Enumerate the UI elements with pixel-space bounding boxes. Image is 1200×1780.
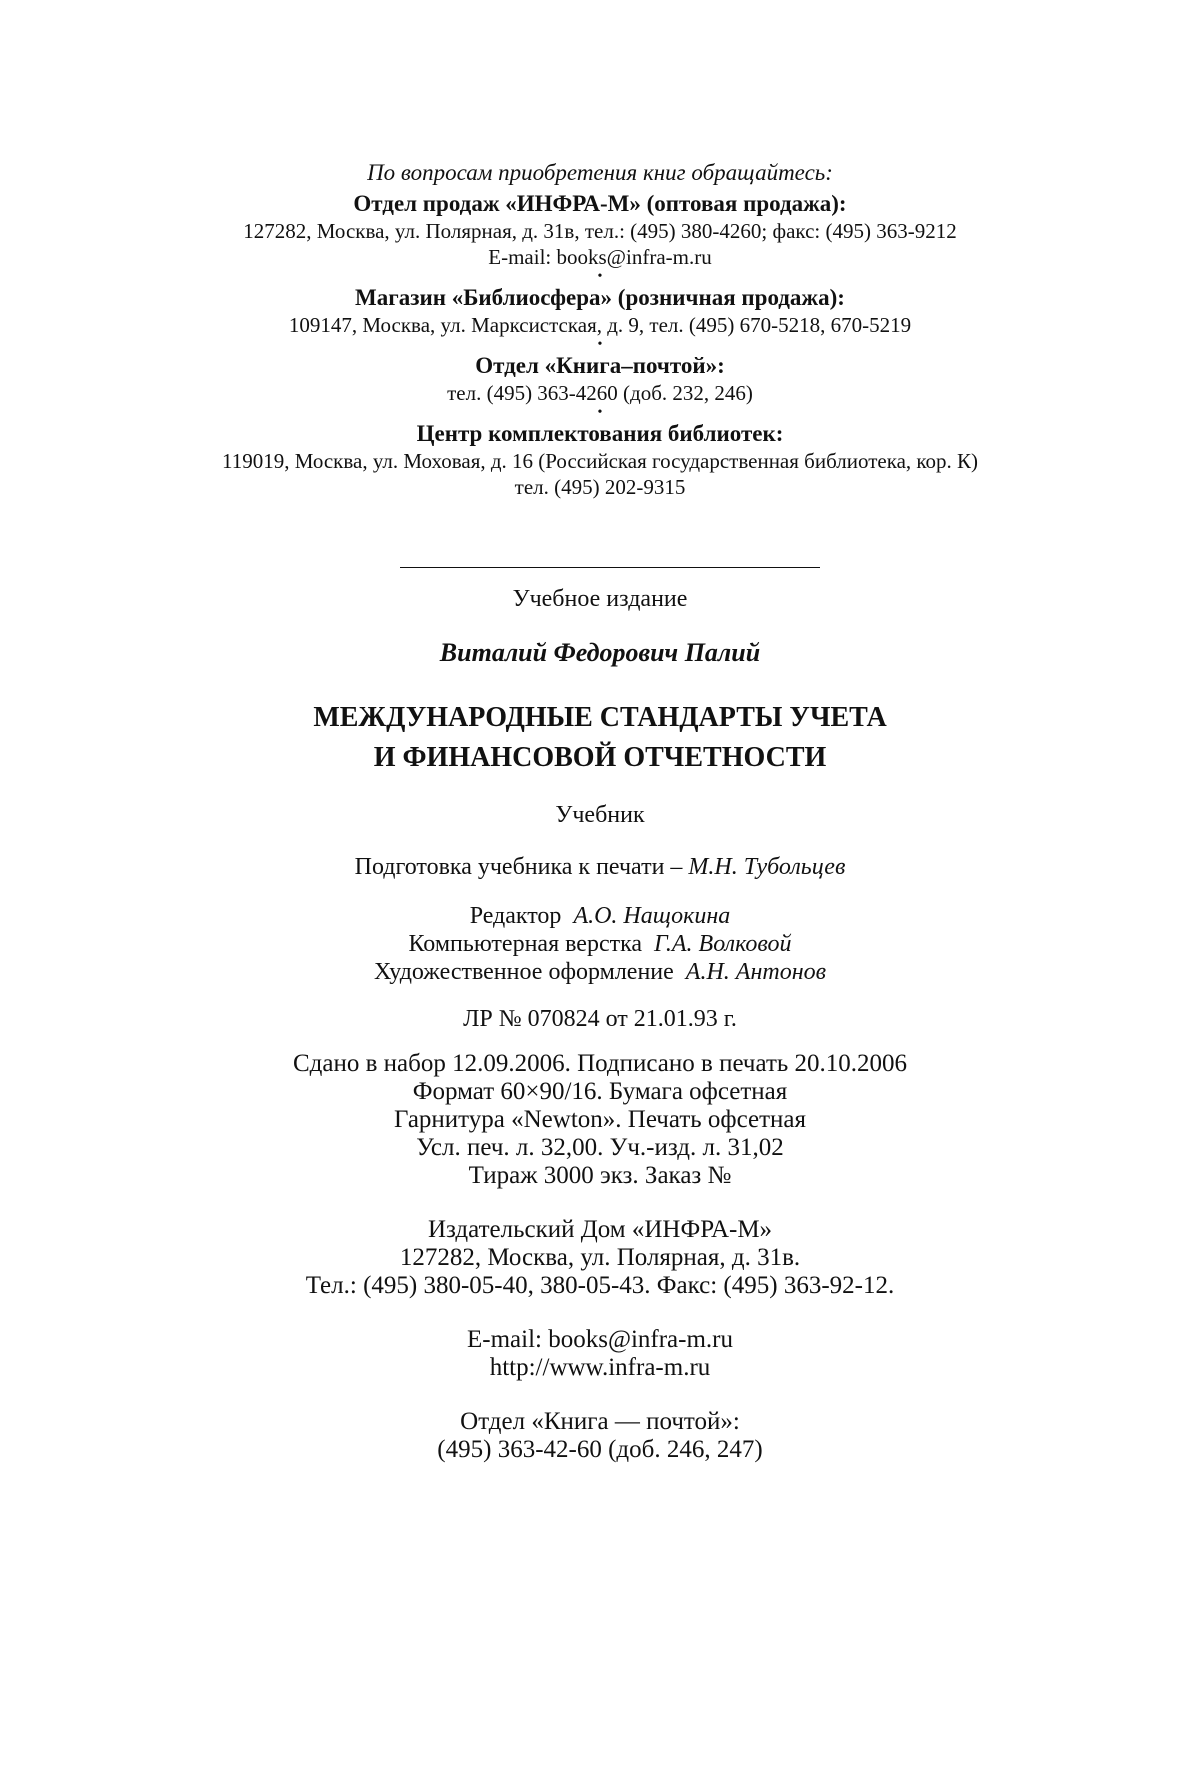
wholesale-address: 127282, Москва, ул. Полярная, д. 31в, тел.: (495) 380-4260; факс: (495) 363-9212 xyxy=(243,219,957,243)
retail-address: 109147, Москва, ул. Марксистская, д. 9, тел. (495) 670-5218, 670-5219 xyxy=(288,313,912,337)
staff-role: Редактор xyxy=(469,903,562,929)
mail-dept-heading: Отдел «Книга–почтой»: xyxy=(475,353,725,378)
print-detail-line: Сдано в набор 12.09.2006. Подписано в печать 20.10.2006 xyxy=(292,1050,908,1077)
print-details xyxy=(0,1050,1200,1190)
book-title xyxy=(0,698,1200,778)
license-number: ЛР № 070824 от 21.01.93 г. xyxy=(463,1006,737,1032)
web-contacts xyxy=(0,1326,1200,1382)
mail-order-phone: (495) 363-42-60 (доб. 246, 247) xyxy=(437,1436,763,1463)
staff-credit-editor xyxy=(0,902,1200,930)
publisher-info xyxy=(0,1216,1200,1300)
retail-heading: Магазин «Библиосфера» (розничная продажа): xyxy=(355,285,845,310)
book-type: Учебник xyxy=(555,802,645,828)
preparation-name: М.Н. Тубольцев xyxy=(688,854,846,880)
staff-credits xyxy=(0,902,1200,986)
book-title-line-1: МЕЖДУНАРОДНЫЕ СТАНДАРТЫ УЧЕТА xyxy=(313,702,887,733)
print-detail-line: Гарнитура «Newton». Печать офсетная xyxy=(394,1106,806,1133)
separator-bullet: • xyxy=(597,337,603,352)
publisher-name: Издательский Дом «ИНФРА-М» xyxy=(427,1216,773,1243)
horizontal-divider xyxy=(400,567,820,568)
library-center-heading: Центр комплектования библиотек: xyxy=(416,421,784,446)
publisher-address: 127282, Москва, ул. Полярная, д. 31в. xyxy=(399,1244,801,1271)
separator-bullet: • xyxy=(597,405,603,420)
contacts-intro: По вопросам приобретения книг обращайтесь: xyxy=(367,160,833,185)
staff-role: Компьютерная верстка xyxy=(408,931,643,957)
imprint-block xyxy=(0,584,1200,1464)
mail-dept-phone: тел. (495) 363-4260 (доб. 232, 246) xyxy=(447,381,753,405)
separator-bullet: • xyxy=(597,269,603,284)
print-detail-line: Усл. печ. л. 32,00. Уч.-изд. л. 31,02 xyxy=(416,1134,784,1161)
mail-order-info xyxy=(0,1408,1200,1464)
edition-type: Учебное издание xyxy=(512,586,688,612)
web-email: E-mail: books@infra-m.ru xyxy=(466,1326,733,1353)
staff-name: Г.А. Волковой xyxy=(654,931,792,957)
print-detail-line: Тираж 3000 экз. Заказ № xyxy=(468,1162,732,1189)
contacts-block xyxy=(0,158,1200,500)
preparation-credit xyxy=(0,852,1200,882)
library-center-phone: тел. (495) 202-9315 xyxy=(514,475,686,499)
wholesale-email: E-mail: books@infra-m.ru xyxy=(488,245,712,269)
mail-order-heading: Отдел «Книга — почтой»: xyxy=(460,1408,740,1435)
library-center-address: 119019, Москва, ул. Моховая, д. 16 (Российская государственная библиотека, кор. К) xyxy=(221,449,979,473)
staff-credit-design xyxy=(0,958,1200,986)
staff-name: А.Н. Антонов xyxy=(685,959,827,985)
web-url: http://www.infra-m.ru xyxy=(489,1354,711,1381)
print-detail-line: Формат 60×90/16. Бумага офсетная xyxy=(412,1078,788,1105)
preparation-label: Подготовка учебника к печати – xyxy=(354,854,683,880)
book-title-line-2: И ФИНАНСОВОЙ ОТЧЕТНОСТИ xyxy=(373,742,827,773)
wholesale-heading: Отдел продаж «ИНФРА-М» (оптовая продажа): xyxy=(353,191,847,216)
staff-role: Художественное оформление xyxy=(373,959,674,985)
author-name: Виталий Федорович Палий xyxy=(439,638,761,667)
staff-name: А.О. Нащокина xyxy=(573,903,731,929)
staff-credit-layout xyxy=(0,930,1200,958)
publisher-phones: Тел.: (495) 380-05-40, 380-05-43. Факс: (495) 363-92-12. xyxy=(305,1272,895,1299)
